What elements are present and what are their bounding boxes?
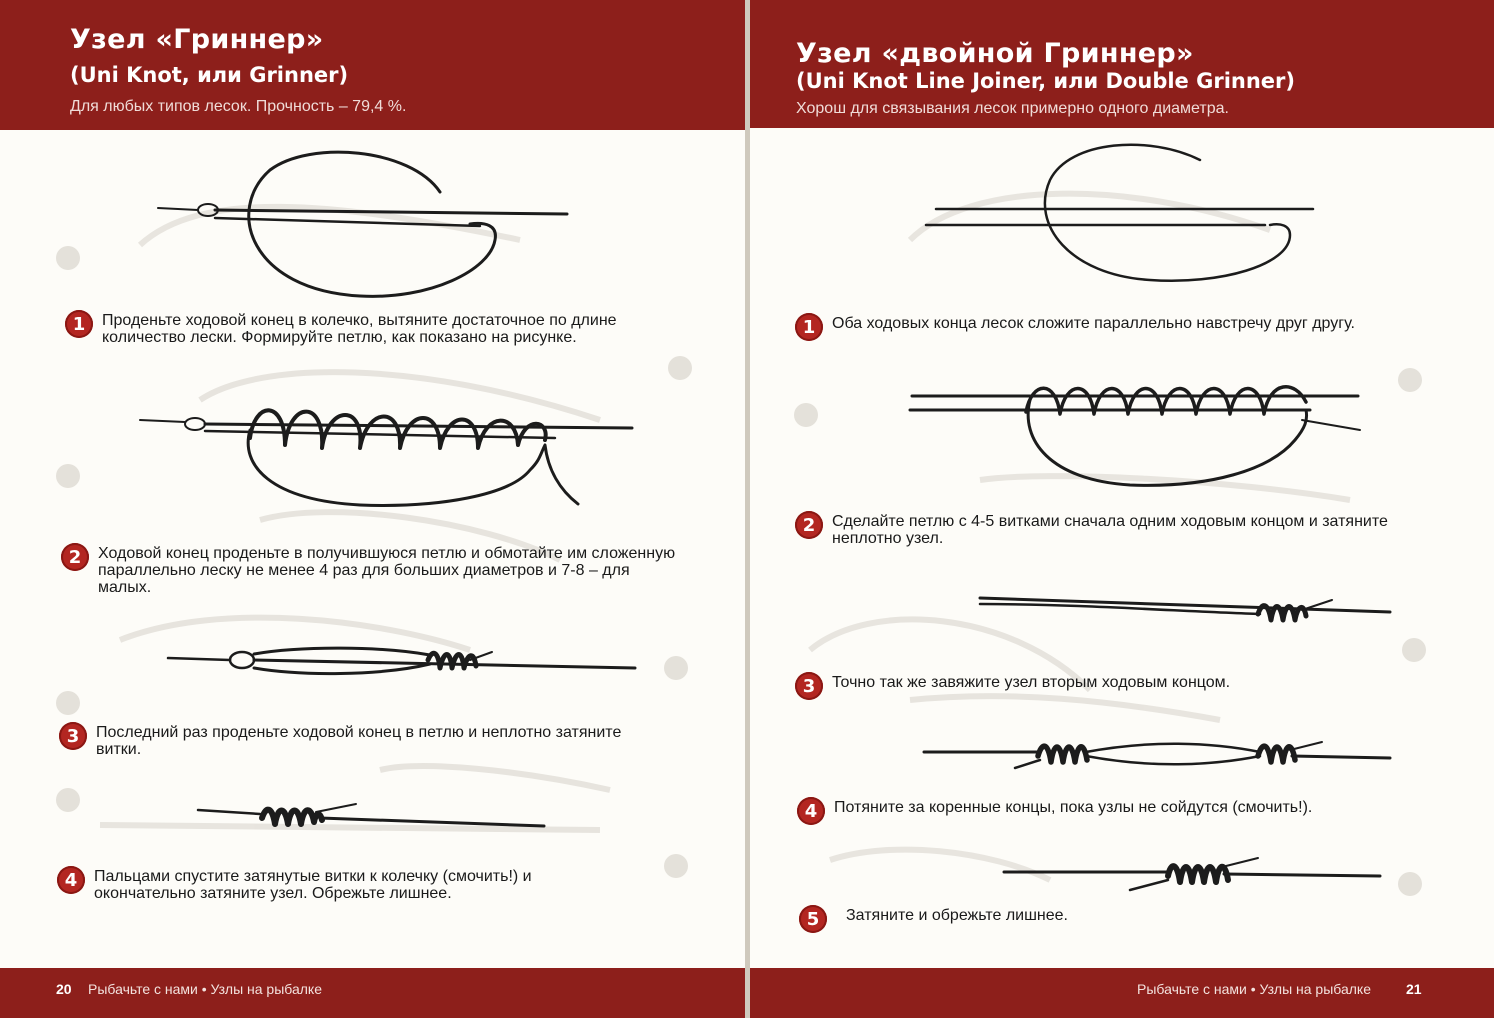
right-description: Хорош для связывания лесок примерно одного диаметра. xyxy=(796,100,1229,117)
left-fig1-loop-illustration xyxy=(158,152,567,296)
left-knot-illustrations xyxy=(0,0,745,968)
left-fig3-knot-illustration xyxy=(168,648,635,673)
step-number-badge: 2 xyxy=(795,511,823,539)
step-text: Пальцами спустите затянутые витки к колечку (смочить!) и окончательно затяните узел. Обрежьте лишнее. xyxy=(94,868,532,902)
left-footer-band xyxy=(0,968,745,1018)
right-page-number: 21 xyxy=(1406,981,1422,997)
step-number-badge: 4 xyxy=(57,866,85,894)
step-text: Ходовой конец проденьте в получившуюся петлю и обмотайте им сложенную параллельно леску не менее 4 раз для больших диаметров и 7-8 – для малых. xyxy=(98,545,676,596)
left-step-3 xyxy=(59,722,629,758)
left-fig2-wraps-illustration xyxy=(140,410,632,505)
right-step-5 xyxy=(799,905,1299,933)
right-step-2 xyxy=(795,511,1405,547)
right-page xyxy=(750,0,1494,1018)
step-text: Потяните за коренные концы, пока узлы не сойдутся (смочить!). xyxy=(834,799,1313,816)
right-footer-band xyxy=(750,968,1494,1018)
left-description: Для любых типов лесок. Прочность – 79,4 %. xyxy=(70,98,407,115)
left-page xyxy=(0,0,745,1018)
right-fig2-wraps-illustration xyxy=(910,387,1360,486)
step-text: Последний раз проденьте ходовой конец в петлю и неплотно затяните витки. xyxy=(96,724,622,758)
right-fig3-one-knot-illustration xyxy=(980,598,1390,620)
step-text: Затяните и обрежьте лишнее. xyxy=(846,907,1068,924)
step-number-badge: 3 xyxy=(59,722,87,750)
right-fig4-two-knots-illustration xyxy=(924,742,1390,768)
right-fig5-joined-illustration xyxy=(1004,858,1380,890)
right-subtitle: (Uni Knot Line Joiner, или Double Grinner) xyxy=(796,69,1295,93)
left-fig4-tightened-illustration xyxy=(198,804,544,826)
left-footer-text: Рыбачьте с нами • Узлы на рыбалке xyxy=(88,981,323,997)
left-step-1 xyxy=(65,310,655,346)
step-number-badge: 1 xyxy=(65,310,93,338)
step-text: Проденьте ходовой конец в колечко, вытяните достаточное по длине количество лески. Формируйте петлю, как показано на рисунке. xyxy=(102,312,617,346)
step-number-badge: 2 xyxy=(61,543,89,571)
step-number-badge: 5 xyxy=(799,905,827,933)
step-text: Оба ходовых конца лесок сложите параллельно навстречу друг другу. xyxy=(832,315,1355,332)
right-title: Узел «двойной Гриннер» xyxy=(796,38,1194,69)
left-subtitle: (Uni Knot, или Grinner) xyxy=(70,63,349,87)
right-step-4 xyxy=(797,797,1417,825)
right-step-1 xyxy=(795,313,1375,341)
step-number-badge: 3 xyxy=(795,672,823,700)
step-text: Сделайте петлю с 4-5 витками сначала одним ходовым концом и затяните неплотно узел. xyxy=(832,513,1388,547)
right-step-3 xyxy=(795,672,1395,700)
step-number-badge: 4 xyxy=(797,797,825,825)
step-number-badge: 1 xyxy=(795,313,823,341)
right-footer-text: Рыбачьте с нами • Узлы на рыбалке xyxy=(1137,981,1372,997)
left-page-number: 20 xyxy=(56,981,72,997)
right-fig1-parallel-illustration xyxy=(926,145,1313,281)
step-text: Точно так же завяжите узел вторым ходовым концом. xyxy=(832,674,1231,691)
left-title: Узел «Гриннер» xyxy=(70,24,324,55)
left-step-2 xyxy=(61,543,676,596)
left-step-4 xyxy=(57,866,617,902)
